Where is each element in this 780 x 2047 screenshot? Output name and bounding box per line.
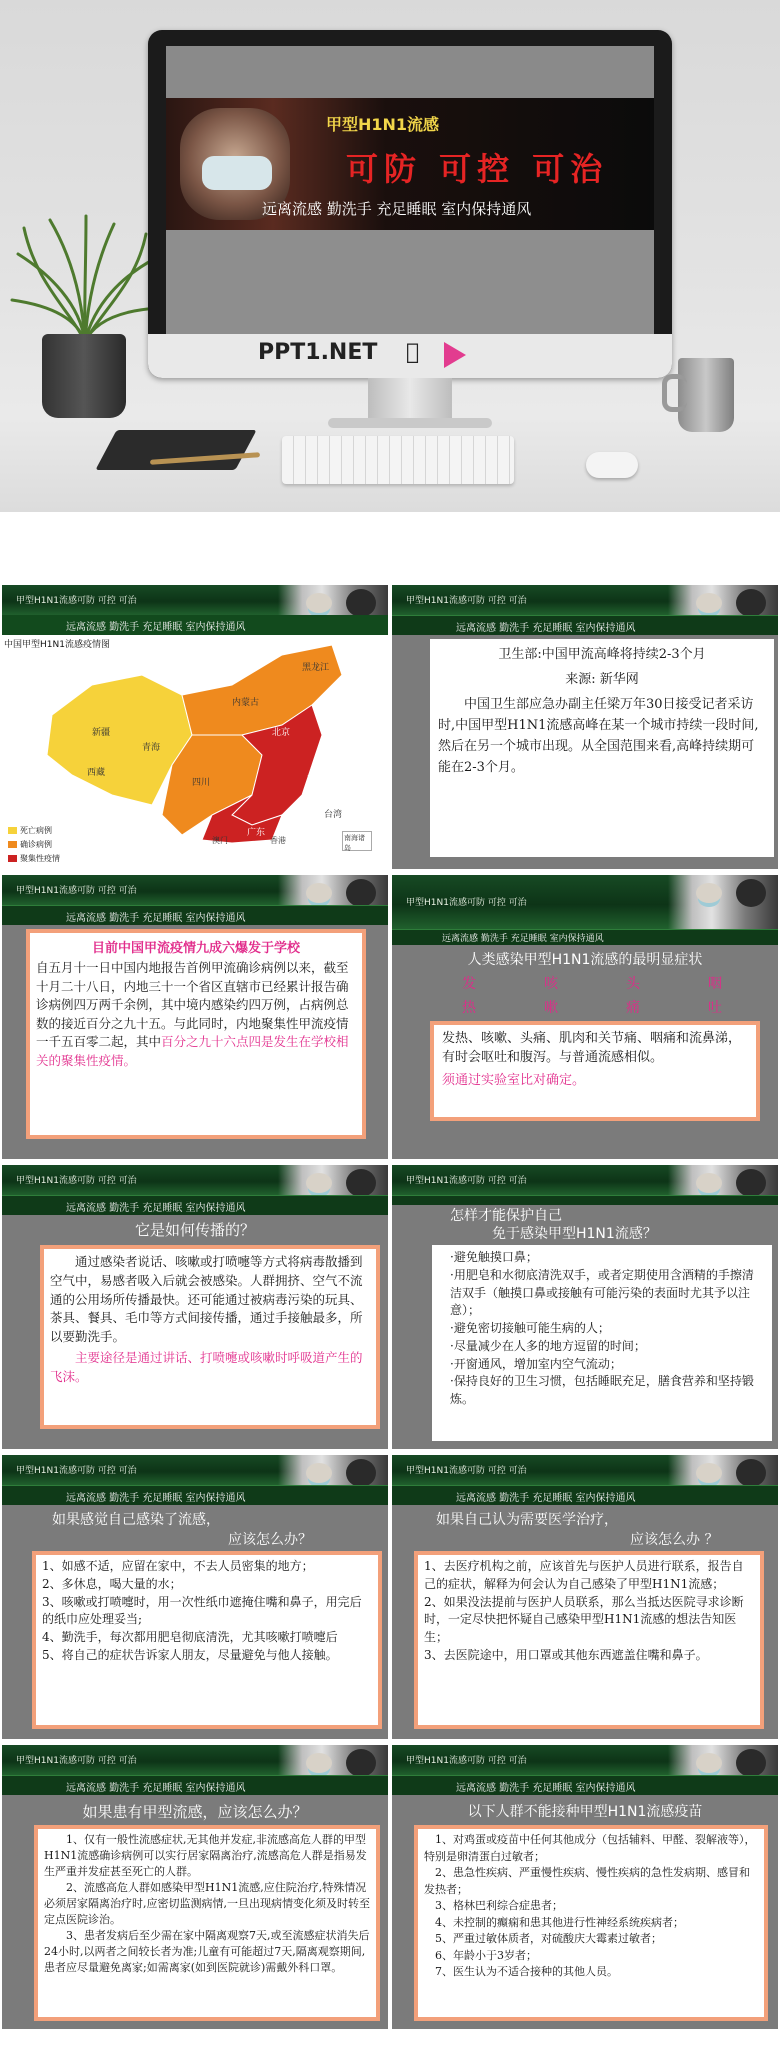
symptom-char: 吐 xyxy=(708,1000,722,1016)
mask-photo xyxy=(202,156,272,190)
place-label: 上海 xyxy=(307,768,326,778)
slide-header-bar xyxy=(2,1455,388,1485)
medical-card xyxy=(414,1551,764,1729)
symptom-char: 嗽 xyxy=(544,1000,558,1016)
banner-slogan: 可防 可控 可治 xyxy=(346,150,609,188)
symptom-chars-row1 xyxy=(462,973,722,993)
slide-header-caption: 甲型H1N1流感可防 可控 可治 xyxy=(406,1756,527,1766)
slide-patients xyxy=(2,1745,388,2029)
symptom-char: 热 xyxy=(462,1000,476,1016)
vaccine-item: 7、医生认为不适合接种的其他人员。 xyxy=(435,1965,618,1978)
slide-header-bar xyxy=(2,875,388,905)
spread-body: 通过感染者说话、咳嗽或打喷嚏等方式将病毒散播到空气中，易感者吸入后就会被感染。人群拥挤、空气不流通的公用场所传播最快。还可能通过被病毒污染的玩具、茶具、餐具、毛巾等方式间接传播，通过手接触最多，所以要勤洗手。 xyxy=(50,1254,363,1344)
place-label: 广东 xyxy=(247,828,266,838)
slide-header-bar xyxy=(392,1165,778,1195)
ministry-body: 中国卫生部应急办副主任梁万年30日接受记者采访时,中国甲型H1N1流感高峰在某一个城市持续一段时间,然后在另一个城市出现。从全国范围来看,高峰持续期可能在2-3个月。 xyxy=(438,697,759,775)
monitor-screen xyxy=(166,46,654,334)
slide-tips-bar xyxy=(392,1485,778,1505)
apple-icon xyxy=(406,340,419,365)
map-title: 中国甲型H1N1流感疫情图 xyxy=(4,640,110,650)
protect-title-1: 怎样才能保护自己 xyxy=(450,1208,562,1224)
slide-header-caption: 甲型H1N1流感可防 可控 可治 xyxy=(16,886,137,896)
screen-bottom-band xyxy=(166,230,654,334)
spread-card xyxy=(40,1245,380,1429)
place-label: 香港 xyxy=(270,836,286,845)
place-label: 内蒙古 xyxy=(232,698,260,708)
slide-header-caption: 甲型H1N1流感可防 可控 可治 xyxy=(406,898,527,908)
slide-header-caption: 甲型H1N1流感可防 可控 可治 xyxy=(16,596,137,606)
feelsick-title-2: 应该怎么办？ xyxy=(228,1532,312,1548)
slide-schools xyxy=(2,875,388,1159)
banner-title: 甲型H1N1流感 xyxy=(326,115,440,134)
symptom-char: 咽 xyxy=(708,976,722,992)
slide-tips-bar xyxy=(2,1485,388,1505)
place-label: 新疆 xyxy=(92,728,111,738)
banner-tips: 远离流感 勤洗手 充足睡眠 室内保持通风 xyxy=(262,200,532,218)
spread-title: 它是如何传播的？ xyxy=(134,1221,255,1239)
slide-tips: 远离流感 勤洗手 充足睡眠 室内保持通风 xyxy=(442,934,604,944)
spread-highlight: 主要途径是通过讲话、打喷嚏或咳嗽时呼吸道产生的飞沫。 xyxy=(50,1349,363,1384)
place-label: 台湾 xyxy=(324,810,343,820)
symptoms-note: 须通过实验室比对确定。 xyxy=(442,1073,586,1089)
slide-ministry xyxy=(392,585,778,869)
place-label: 黑龙江 xyxy=(302,663,330,673)
feelsick-item: 2、多休息，喝大量的水； xyxy=(42,1576,182,1591)
monitor-chin xyxy=(148,334,672,378)
place-label: 澳门 xyxy=(212,836,228,845)
vaccine-item: 2、患急性疾病、严重慢性疾病、慢性疾病的急性发病期、感冒和发热者； xyxy=(424,1866,750,1896)
slide-header-bar xyxy=(2,1745,388,1775)
slide-header-photo xyxy=(668,1165,778,1195)
slide-header-photo xyxy=(278,1165,388,1195)
patients-item: 2、流感高危人群如感染甲型H1N1流感,应住院治疗,特殊情况必须居家隔离治疗时,应密切监测病情,一旦出现病情变化须及时转至定点医院诊治。 xyxy=(44,1880,370,1926)
schools-text: 自五月十一日中国内地报告首例甲流确诊病例以来，截至十月二十八日，内地三十一个省区直辖市已经累计报告确诊病例四万两千余例，其中境内感染约四万例，占病例总数的接近百分之九十五。与此同时，内地聚集性甲流疫情一千五百零二起，其中 xyxy=(36,960,349,1049)
feelsick-item: 5、将自己的症状告诉家人朋友，尽量避免与他人接触。 xyxy=(42,1647,338,1662)
slide-header-photo xyxy=(278,875,388,905)
china-map xyxy=(32,645,362,845)
feelsick-item: 3、咳嗽或打喷嚏时，用一次性纸巾遮掩住嘴和鼻子，用完后的纸巾应处理妥当; xyxy=(42,1594,362,1627)
vaccine-title: 以下人群不能接种甲型H1N1流感疫苗 xyxy=(467,1804,703,1820)
vaccine-item: 4、未控制的癫痫和患其他进行性神经系统疾病者； xyxy=(435,1915,684,1929)
slide-medical xyxy=(392,1455,778,1739)
vaccine-card xyxy=(414,1825,768,2021)
symptoms-card xyxy=(430,1021,760,1121)
slide-tips-bar xyxy=(2,1775,388,1795)
slide-header-bar xyxy=(392,1745,778,1775)
legend-label: 确诊病例 xyxy=(20,840,52,849)
medical-item: 1、去医疗机构之前，应该首先与医护人员进行联系，报告自己的症状，解释为何会认为自己感染了甲型H1N1流感； xyxy=(424,1559,744,1591)
place-label: 四川 xyxy=(192,778,211,788)
medical-item: 2、如果没法提前与医护人员联系，那么当抵达医院寻求诊断时，一定尽快把怀疑自己感染甲型H1N1流感的想法告知医生； xyxy=(424,1594,744,1644)
slide-tips: 远离流感 勤洗手 充足睡眠 室内保持通风 xyxy=(456,1783,636,1794)
protect-item: ·用肥皂和水彻底清洗双手，或者定期使用含酒精的手擦清洁双手（触摸口鼻或接触有可能污染的表面时尤其予以注意）； xyxy=(450,1267,754,1318)
play-logo-icon xyxy=(444,342,466,368)
slide-tips: 远离流感 勤洗手 充足睡眠 室内保持通风 xyxy=(456,1493,636,1504)
legend-swatch xyxy=(8,855,17,862)
patients-item: 1、仅有一般性流感症状,无其他并发症,非流感高危人群的甲型H1N1流感确诊病例可以实行居家隔离治疗,流感高危人群是指易发生严重并发症甚至死亡的人群。 xyxy=(44,1833,367,1878)
monitor-base xyxy=(328,418,492,428)
screen-top-band xyxy=(166,46,654,98)
cup xyxy=(678,358,734,432)
slide-header-bar xyxy=(392,875,778,929)
symptom-char: 痛 xyxy=(626,1000,640,1016)
schools-title: 目前中国甲流疫情九成六爆发于学校 xyxy=(91,941,300,956)
slide-header-bar xyxy=(2,585,388,615)
hero-mockup xyxy=(0,0,780,512)
schools-highlight: 百分之九十六点四是发生在学校相关的聚集性疫情。 xyxy=(36,1034,349,1068)
legend-label: 聚集性疫情 xyxy=(20,854,60,863)
slide-tips-bar xyxy=(2,905,388,925)
protect-item: ·避免触摸口鼻； xyxy=(450,1250,538,1264)
map-legend xyxy=(8,825,60,867)
slide-tips: 远离流感 勤洗手 充足睡眠 室内保持通风 xyxy=(66,913,246,924)
slide-vaccine xyxy=(392,1745,778,2029)
slide-header-bar xyxy=(392,1455,778,1485)
slide-header-caption: 甲型H1N1流感可防 可控 可治 xyxy=(406,1176,527,1186)
slide-feelsick xyxy=(2,1455,388,1739)
slide-tips: 远离流感 勤洗手 充足睡眠 室内保持通风 xyxy=(456,623,636,634)
ministry-card xyxy=(430,639,774,857)
symptom-char: 发 xyxy=(462,976,476,992)
ministry-headline: 卫生部:中国甲流高峰将持续2-3个月 xyxy=(498,647,706,662)
slide-header-photo xyxy=(278,1745,388,1775)
plant-icon xyxy=(10,214,160,344)
monitor-stand xyxy=(368,378,452,422)
slide-tips-bar xyxy=(2,1195,388,1215)
slide-header-bar xyxy=(392,585,778,615)
place-label: 西藏 xyxy=(87,768,106,778)
slide-header-photo xyxy=(668,1745,778,1775)
patients-title: 如果患有甲型流感，应该怎么办？ xyxy=(82,1803,308,1821)
map-inset: 南海诸岛 xyxy=(342,831,372,851)
slide-header-bar xyxy=(2,1165,388,1195)
slide-map xyxy=(2,585,388,869)
symptoms-title: 人类感染甲型H1N1流感的最明显症状 xyxy=(467,952,703,968)
symptom-char: 咳 xyxy=(544,976,558,992)
schools-body xyxy=(36,959,356,1070)
place-label: 北京 xyxy=(272,728,291,738)
plant-pot xyxy=(42,334,126,418)
banner xyxy=(166,98,654,230)
patients-item: 3、患者发病后至少需在家中隔离观察7天,或至流感症状消失后24小时,以两者之间较长者为准;儿童有可能超过7天,隔离观察期间,患者应尽量避免离家;如需离家(如到医院就诊)需戴外科口罩。 xyxy=(44,1928,370,1974)
legend-swatch xyxy=(8,827,17,834)
keyboard xyxy=(282,436,514,484)
slide-tips-bar xyxy=(392,615,778,635)
slide-tips-bar xyxy=(392,1195,778,1205)
legend-label: 死亡病例 xyxy=(20,826,52,835)
slide-header-caption: 甲型H1N1流感可防 可控 可治 xyxy=(406,1466,527,1476)
slide-header-caption: 甲型H1N1流感可防 可控 可治 xyxy=(406,596,527,606)
symptom-char: 头 xyxy=(626,976,640,992)
slide-spread xyxy=(2,1165,388,1449)
protect-item: ·尽量减少在人多的地方逗留的时间； xyxy=(450,1338,646,1353)
slide-symptoms xyxy=(392,875,778,1159)
ministry-source: 来源: 新华网 xyxy=(565,672,639,688)
vaccine-item: 1、对鸡蛋或疫苗中任何其他成分（包括辅料、甲醛、裂解液等），特别是卵清蛋白过敏者； xyxy=(424,1833,756,1863)
legend-item xyxy=(8,839,60,850)
vaccine-item: 5、严重过敏体质者，对硫酸庆大霉素过敏者； xyxy=(435,1932,662,1945)
legend-item xyxy=(8,825,60,836)
vaccine-item: 3、格林巴利综合症患者； xyxy=(435,1899,563,1912)
slide-tips: 远离流感 勤洗手 充足睡眠 室内保持通风 xyxy=(66,622,246,633)
slide-tips: 远离流感 勤洗手 充足睡眠 室内保持通风 xyxy=(66,1783,246,1794)
symptom-chars-row2 xyxy=(462,997,722,1017)
protect-item: ·避免密切接触可能生病的人； xyxy=(450,1321,610,1335)
slide-header-caption: 甲型H1N1流感可防 可控 可治 xyxy=(16,1176,137,1186)
feelsick-item: 4、勤洗手，每次都用肥皂彻底清洗，尤其咳嗽打喷嚏后 xyxy=(42,1630,338,1644)
slide-header-caption: 甲型H1N1流感可防 可控 可治 xyxy=(16,1466,137,1476)
slide-header-photo xyxy=(668,875,778,929)
tips-wrap xyxy=(2,615,388,635)
notebook xyxy=(95,430,256,470)
legend-swatch xyxy=(8,841,17,848)
feelsick-item: 1、如感不适，应留在家中，不去人员密集的地方； xyxy=(42,1559,314,1573)
protect-item: ·开窗通风，增加室内空气流动； xyxy=(450,1356,622,1371)
protect-item: ·保持良好的卫生习惯，包括睡眠充足，膳食营养和坚持锻炼。 xyxy=(450,1374,754,1406)
schools-card xyxy=(26,929,366,1139)
protect-title-2: 免于感染甲型H1N1流感？ xyxy=(492,1226,657,1242)
monitor xyxy=(148,30,672,378)
medical-item: 3、去医院途中，用口罩或其他东西遮盖住嘴和鼻子。 xyxy=(424,1647,708,1662)
feelsick-card xyxy=(32,1551,382,1729)
brand-logo: PPT1.NET xyxy=(258,340,378,365)
feelsick-title-1: 如果感觉自己感染了流感， xyxy=(52,1512,220,1528)
slide-header-photo xyxy=(668,585,778,615)
protect-card xyxy=(432,1245,772,1441)
slide-tips-bar xyxy=(392,1775,778,1795)
slide-header-photo xyxy=(278,1455,388,1485)
medical-title-1: 如果自己认为需要医学治疗， xyxy=(436,1512,618,1528)
symptoms-body: 发热、咳嗽、头痛、肌肉和关节痛、咽痛和流鼻涕，有时会呕吐和腹泻。与普通流感相似。 xyxy=(442,1031,742,1066)
place-label: 青海 xyxy=(142,743,161,753)
slide-header-photo xyxy=(668,1455,778,1485)
slide-header-caption: 甲型H1N1流感可防 可控 可治 xyxy=(16,1756,137,1766)
patients-card xyxy=(34,1825,380,2021)
slide-tips: 远离流感 勤洗手 充足睡眠 室内保持通风 xyxy=(66,1493,246,1504)
medical-title-2: 应该怎么办 ？ xyxy=(630,1532,719,1548)
slide-header-photo xyxy=(278,585,388,615)
vaccine-item: 6、年龄小于3岁者； xyxy=(435,1948,537,1962)
slide-tips: 远离流感 勤洗手 充足睡眠 室内保持通风 xyxy=(66,1203,246,1214)
slide-tips-bar xyxy=(2,615,388,635)
mouse xyxy=(586,452,638,478)
legend-item xyxy=(8,853,60,864)
slide-protect xyxy=(392,1165,778,1449)
slide-tips-bar xyxy=(392,929,778,945)
